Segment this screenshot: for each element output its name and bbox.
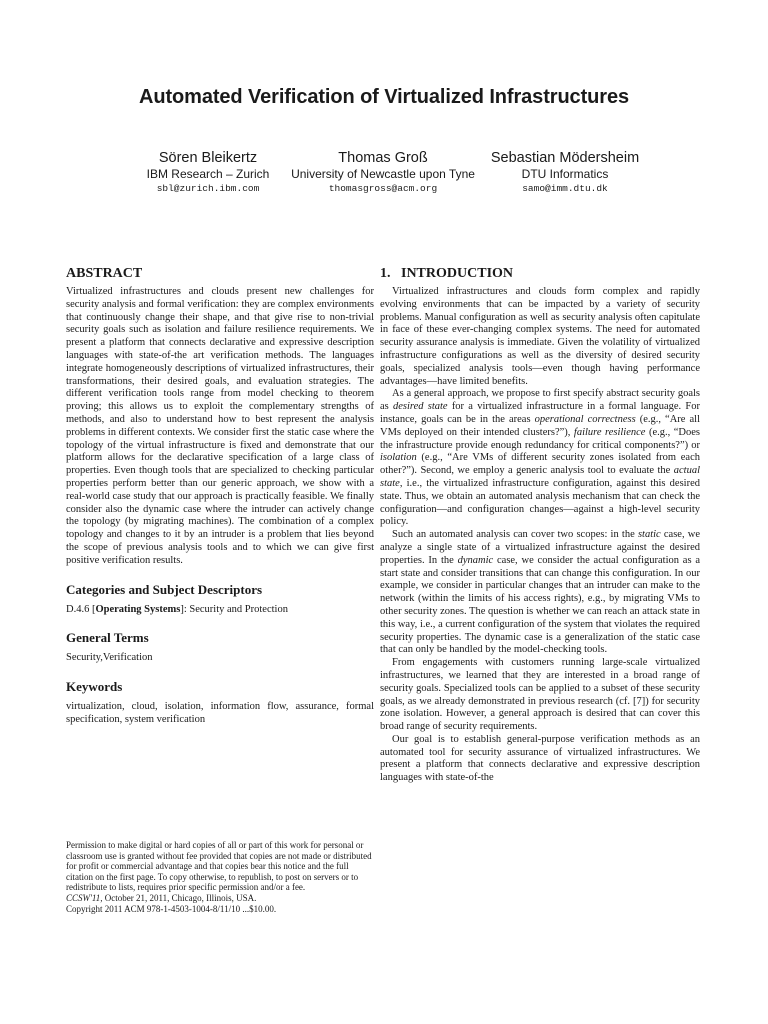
author-block-1 [120,150,296,197]
abstract-text: Virtualized infrastructures and clouds present new challenges for security analysis and formal verification: they are complex environments that continuously change their shape, and that give rise to non-trivial security goals such as isolation and failure resilience requirements. We present a platform that connects declarative and expressive description languages with state-of-the art verification methods. The languages integrate homogeneously descriptions of virtualized infrastructures, their transformations, their desired goals, and evaluation strategies. The different verification tools range from model checking to theorem proving; this allows us to exploit the complementary strengths of methods, and also to understand how to best represent the analysis problems in different contexts. We consider first the static case where the topology of the virtual infrastructure is fixed and demonstrate that our platform allows for the declarative specification of a large class of properties. Even though tools that are specialized to checking particular properties perform better than our generic approach, we show with a real-world case study that our approach is practically feasible. We finally consider also the dynamic case where the intruder can actively change the topology (by migrating machines). The combination of a complex topology and changes to it by an intruder is a problem that lies beyond the scope of previous analysis tools and to which we can give first positive verification results. [66,286,374,566]
italic-term: desired state [392,401,448,413]
italic-term: static [637,529,661,541]
conference-line [66,893,374,904]
conference-details: October 21, 2011, Chicago, Illinois, USA. [102,892,257,903]
general-terms-text: Security,Verification [66,652,153,664]
text-run: (e.g., “Does the infrastructure provide enough redundancy for critical components?”) or [380,426,700,451]
italic-term: operational correctness [534,413,636,425]
author-block-2 [288,150,478,197]
general-terms-heading: General Terms [66,630,149,646]
keywords-heading: Keywords [66,679,123,695]
paper-title: Automated Verification of Virtualized Infrastructures [139,86,629,108]
text-run: case, we analyze a single state of a virtualized infrastructure against the desired properties. In the [380,529,701,566]
copyright-line: Copyright 2011 ACM 978-1-4503-1004-8/11/10 ...$10.00. [66,903,277,914]
left-column [66,262,374,727]
text-run: , i.e., the virtualized infrastructure configuration, against this desired state. Thus, we obtain an automated analysis mechanism that can check the configuration—and configuration changes—against a high-level security policy. [380,477,700,528]
introduction-heading: 1. INTRODUCTION [380,266,514,281]
author-affiliation: DTU Informatics [521,167,609,181]
categories-heading: Categories and Subject Descriptors [66,581,263,597]
text-run: for a virtualized infrastructure in a formal language. For instance, goals can be in the areas [380,401,700,425]
author-name: Sören Bleikertz [158,150,258,166]
author-affiliation: University of Newcastle upon Tyne [291,167,475,181]
author-email: sbl@zurich.ibm.com [156,183,260,194]
intro-paragraph-4: From engagements with customers running large-scale virtualized infrastructures, we learned that they are interested in a broad range of security goals. Specialized tools can be applied to a subset of these security goals, as we already demonstrated in previous research (cf. [7]) for security zone isolation. However, a general approach is desired that can cover this broad range of security requirements. [380,657,700,733]
intro-paragraph-2 [380,388,700,529]
text-run: Such an automated analysis can cover two scopes: in the [392,529,638,541]
italic-term: actual state [380,465,700,489]
text-run: case, we consider the actual configuration as a start state and consider transitions that can change this configuration. In our example, we consider in particular changes that an intruder can make to the network (within the limits of his access rights), e.g., by migrating VMs to other security zones. The question is whether we can reach an attack state in this way, i.e., a current configuration of the system that violates the required security properties. The dynamic case is a generalization of the static case that can only be handled by the model-checking tools. [380,554,701,656]
permission-text: Permission to make digital or hard copies of all or part of this work for personal or classroom use is granted without fee provided that copies are not made or distributed for profit or commercial advantage and that copies bear this notice and the full citation on the first page. To copy otherwise, to republish, to post on servers or to redistribute to lists, requires prior specific permission and/or a fee. [66,840,372,893]
author-block-3 [470,150,660,197]
italic-term: failure resilience [573,426,646,438]
categories-code: D.4.6 [ [66,603,96,615]
keywords-text: virtualization, cloud, isolation, information flow, assurance, formal specification, system verification [66,701,374,725]
italic-term: isolation [380,452,417,464]
categories-rest: ]: Security and Protection [180,603,288,615]
author-affiliation: IBM Research – Zurich [146,167,270,181]
text-run: (e.g., “Are VMs of different security zones isolated from each other?”). Second, we employ a generic analysis tool to evaluate the [380,452,700,477]
intro-paragraph-1: Virtualized infrastructures and clouds form complex and rapidly evolving environments that can be impacted by a variety of security problems. Manual configuration as well as security analysis often capitulate in face of these ever-changing complex systems. The need for automated security assurance analysis is immediate. Given the volatility of virtualized infrastructure configurations as well as the diversity of desired security goals, specialized analysis tools—even though having performance advantages—have limited benefits. [380,286,700,387]
right-column [380,262,700,785]
author-email: samo@imm.dtu.dk [522,183,608,194]
author-name: Thomas Groß [338,150,428,166]
intro-paragraph-3 [380,529,700,657]
author-email: thomasgross@acm.org [328,183,438,194]
text-run: As a general approach, we propose to first specify abstract security goals as [380,388,700,413]
intro-paragraph-5: Our goal is to establish general-purpose verification methods as an automated tool for security assurance of virtualized infrastructures. We present a platform that connects declarative and expressive description languages with state-of-the [380,733,700,784]
conference-name: CCSW'11, [66,892,103,903]
categories-bold: Operating Systems [95,603,181,615]
categories-text [66,604,374,617]
author-name: Sebastian Mödersheim [490,150,640,166]
permission-notice [66,840,374,914]
italic-term: dynamic [457,554,494,566]
text-run: (e.g., “Are all VMs deployed on their intended clusters?”), [380,413,701,438]
abstract-heading: ABSTRACT [66,266,143,281]
